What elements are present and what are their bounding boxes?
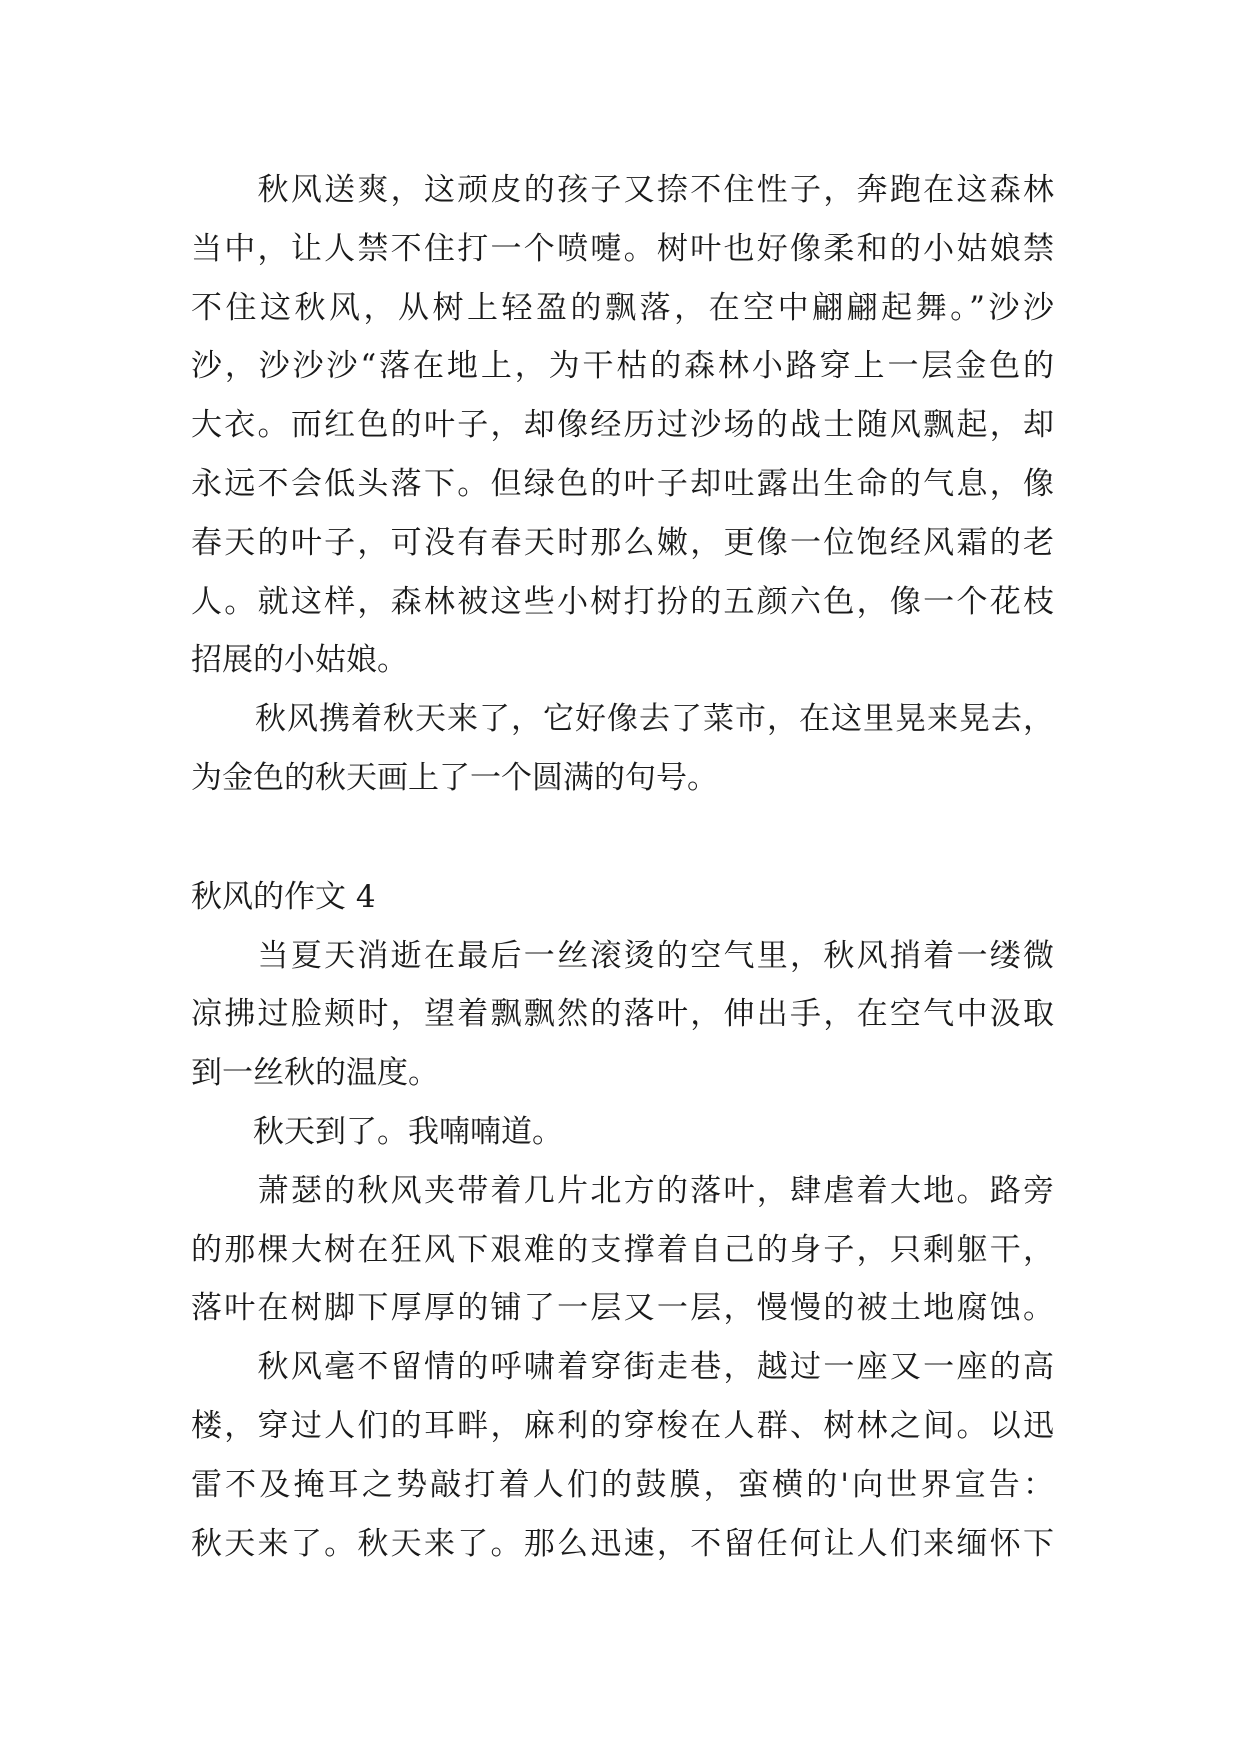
text-line: 永远不会低头落下。但绿色的叶子却吐露出生命的气息，像	[191, 465, 1054, 502]
text-line: 人。就这样，森林被这些小树打扮的五颜六色，像一个花枝	[191, 583, 1054, 620]
paragraph	[191, 1338, 1054, 1573]
paragraph	[191, 927, 1054, 1103]
text-line: 落叶在树脚下厚厚的铺了一层又一层，慢慢的被土地腐蚀。	[191, 1290, 1054, 1327]
section-b	[191, 868, 1054, 1574]
text-line: 雷不及掩耳之势敲打着人们的鼓膜，蛮横的'向世界宣告：	[191, 1466, 1054, 1503]
text-line: 秋天到了。我喃喃道。	[191, 1113, 563, 1150]
paragraph	[191, 1162, 1054, 1338]
paragraph	[191, 1103, 1054, 1162]
text-line: 秋风毫不留情的呼啸着穿街走巷，越过一座又一座的高	[191, 1349, 1054, 1386]
text-line: 当中，让人禁不住打一个喷嚏。树叶也好像柔和的小姑娘禁	[191, 230, 1054, 267]
text-line: 秋风携着秋天来了，它好像去了菜市，在这里晃来晃去，	[191, 701, 1054, 738]
section-spacer	[191, 808, 1054, 868]
section-heading: 秋风的作文 4	[191, 878, 376, 915]
paragraph	[191, 690, 1054, 808]
text-line: 萧瑟的秋风夹带着几片北方的落叶，肆虐着大地。路旁	[191, 1172, 1054, 1209]
text-line: 不住这秋风，从树上轻盈的飘落，在空中翩翩起舞。”沙沙	[191, 289, 1054, 326]
text-line: 为金色的秋天画上了一个圆满的句号。	[191, 759, 718, 796]
text-line: 秋风送爽，这顽皮的孩子又捺不住性子，奔跑在这森林	[191, 172, 1054, 208]
text-line: 楼，穿过人们的耳畔，麻利的穿梭在人群、树林之间。以迅	[191, 1407, 1054, 1444]
text-line: 的那棵大树在狂风下艰难的支撑着自己的身子，只剩躯干，	[191, 1231, 1054, 1268]
text-line: 大衣。而红色的叶子，却像经历过沙场的战士随风飘起，却	[191, 407, 1054, 444]
text-line: 到一丝秋的温度。	[191, 1055, 439, 1092]
text-line: 招展的小姑娘。	[191, 642, 408, 679]
text-line: 春天的叶子，可没有春天时那么嫩，更像一位饱经风霜的老	[191, 524, 1054, 561]
text-line: 当夏天消逝在最后一丝滚烫的空气里，秋风捎着一缕微	[191, 937, 1054, 974]
document-page	[191, 161, 1054, 1573]
text-line: 凉拂过脸颊时，望着飘飘然的落叶，伸出手，在空气中汲取	[191, 996, 1054, 1033]
text-line: 秋天来了。秋天来了。那么迅速，不留任何让人们来缅怀下	[191, 1525, 1054, 1562]
paragraph	[191, 161, 1054, 690]
text-line: 沙，沙沙沙“落在地上，为干枯的森林小路穿上一层金色的	[191, 348, 1054, 385]
section-a	[191, 161, 1054, 808]
